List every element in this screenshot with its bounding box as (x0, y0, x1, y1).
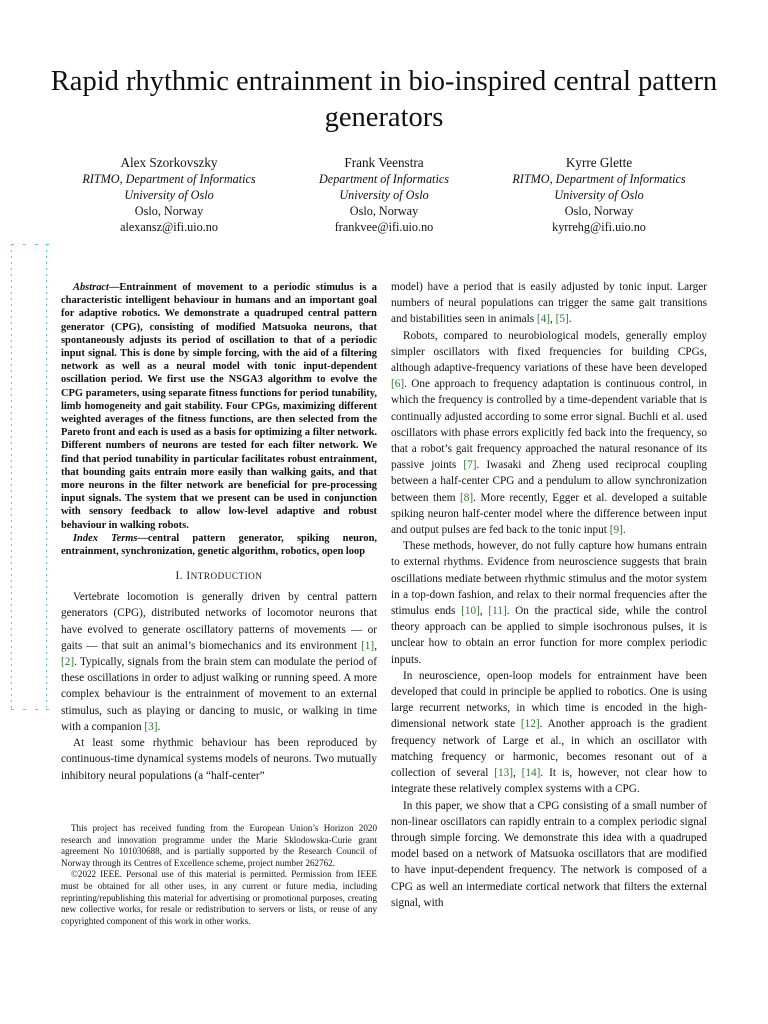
margin-mark (46, 460, 47, 462)
margin-mark (46, 262, 47, 264)
author-name: Alex Szorkovszky (120, 155, 218, 170)
margin-mark (11, 382, 12, 384)
margin-mark (11, 370, 12, 372)
section-title-rest: NTRODUCTION (190, 571, 263, 582)
margin-mark (11, 556, 12, 558)
margin-mark (11, 430, 12, 432)
paragraph-text: . Typically, signals from the brain stem can modulate the period of these oscillations in order to adjust walking or running speed. A more complex behaviour is the entrainment of movement to an external stimulus, such as playing or dancing to music, or walking in time with a companion (61, 656, 377, 733)
margin-mark (46, 334, 47, 336)
margin-mark (46, 454, 47, 456)
margin-mark (11, 244, 12, 246)
author-3 (494, 154, 704, 235)
margin-mark (11, 316, 12, 318)
margin-mark (11, 454, 12, 456)
abstract: Abstract—Entrainment of movement to a periodic stimulus is a characteristic intelligent behaviour in humans and an important goal for adaptive robotics. We demonstrate a quadruped central pattern generator (CPG), consisting of modified Matsuoka neurons, that spontaneously adjusts its period of oscillation to that of a periodic input signal. This is done by simple forcing, with the aid of a filtering network as well as a neural model with tonic input-dependent oscillation period. We first use the NSGA3 algorithm to evolve the CPG parameters, using separate fitness functions for period tunability, limb homogeneity and gait stability. Four CPGs, maximizing different weighted averages of the fitness functions, are then selected from the Pareto front and each is used as a basis for optimizing a filter network. Different numbers of neurons are tested for each filter network. We find that period tunability in particular facilitates robust entrainment, that bounding gaits entrain more easily than walking gaits, and that more neurons in the filter network are beneficial for pre-processing input signals. The system that we present can be used in conjunction with sensory feedback to allow low-level adaptive and robust behaviour in walking robots. (61, 282, 377, 531)
section-number: I. (175, 570, 184, 583)
margin-mark (11, 388, 12, 390)
margin-mark (46, 550, 47, 552)
margin-mark (11, 676, 12, 678)
author-1 (64, 154, 274, 235)
margin-mark (11, 304, 12, 306)
margin-mark (11, 586, 12, 588)
margin-mark (11, 472, 12, 474)
margin-mark (46, 292, 47, 294)
margin-mark (11, 709, 14, 710)
margin-mark (11, 628, 12, 630)
margin-mark (46, 652, 47, 654)
author-affiliation: RITMO, Department of Informatics (82, 172, 256, 186)
section-title-initial: I (186, 570, 191, 583)
paragraph (391, 668, 707, 798)
margin-mark (11, 706, 12, 708)
margin-mark (11, 376, 12, 378)
author-name: Frank Veenstra (344, 155, 424, 170)
margin-mark (23, 709, 26, 710)
margin-mark (11, 580, 12, 582)
margin-mark (11, 592, 12, 594)
footnote (61, 823, 377, 927)
author-location: Oslo, Norway (134, 204, 204, 218)
margin-mark (46, 514, 47, 516)
margin-mark (46, 520, 47, 522)
margin-mark (46, 340, 47, 342)
margin-mark (46, 310, 47, 312)
abstract-text: Entrainment of movement to a periodic stimulus is a characteristic intelligent behaviour in humans and an important goal for adaptive robotics. We demonstrate a quadruped central pattern generator (CPG), consisting of modified Matsuoka neurons, that spontaneously adjusts its period of oscillation to that of a periodic input signal. This is done by simple forcing, with the aid of a filtering network as well as a neural model with tonic input-dependent oscillation period. We first use the NSGA3 algorithm to evolve the CPG parameters, using separate fitness functions for period tunability, limb homogeneity and gait stability. Four CPGs, maximizing different weighted averages of the fitness functions, are then selected from the Pareto front and each is used as a basis for optimizing a filter network. Different numbers of neurons are tested for each filter network. We find that period tunability in particular facilitates robust entrainment, that bounding gaits entrain more easily than walking gaits, and that more neurons in the filter network are beneficial for pre-processing input signals. The system that we present can be used in conjunction with sensory feedback to allow low-level adaptive and robust behaviour in walking robots. (61, 282, 377, 531)
right-column (391, 279, 707, 911)
margin-mark (46, 634, 47, 636)
margin-mark (46, 304, 47, 306)
margin-mark (46, 484, 47, 486)
citation-link[interactable]: [11] (488, 605, 507, 618)
author-university: University of Oslo (554, 188, 644, 202)
margin-mark (11, 406, 12, 408)
margin-mark (46, 370, 47, 372)
margin-mark (11, 514, 12, 516)
margin-mark (46, 358, 47, 360)
margin-mark (11, 436, 12, 438)
citation-link[interactable]: [7] (463, 459, 477, 472)
margin-mark (46, 352, 47, 354)
footnote-copyright: ©2022 IEEE. Personal use of this material is permitted. Permission from IEEE must be obtained for all other uses, in any current or future media, including reprinting/republishing this material for advertising or promotional purposes, creating new collective works, for resale or redistribution to servers or lists, or reuse of any copyrighted component of this work in other works. (61, 869, 377, 926)
paragraph-text: model) have a period that is easily adjusted by tonic input. Larger numbers of neural populations can trigger the same gait transitions and bistabilities seen in animals (391, 281, 707, 326)
margin-mark (11, 418, 12, 420)
margin-mark (11, 322, 12, 324)
margin-mark (11, 688, 12, 690)
author-block (64, 154, 704, 235)
margin-mark (11, 274, 12, 276)
margin-mark (11, 682, 12, 684)
margin-mark (11, 544, 12, 546)
margin-mark (11, 622, 12, 624)
left-column (61, 281, 377, 784)
margin-mark (11, 250, 12, 252)
paragraph-text: . (568, 313, 572, 326)
author-email: kyrrehg@ifi.uio.no (552, 220, 646, 234)
margin-mark (11, 658, 12, 660)
margin-mark (46, 538, 47, 540)
margin-mark (11, 646, 12, 648)
margin-mark (11, 394, 12, 396)
paragraph-text: . One approach to frequency adaptation is continuous control, in which the frequency is controlled by a time-dependent variable that is continually adjusted according to some error signal. Buchli et al. used oscillators with phase errors explicitly fed back into the frequency, so that a robot’s gait frequency approached the natural resonance of its passive joints (391, 378, 707, 472)
margin-mark (11, 700, 12, 702)
margin-mark (23, 244, 26, 245)
margin-mark (46, 574, 47, 576)
author-location: Oslo, Norway (564, 204, 634, 218)
paragraph (61, 735, 377, 784)
paragraph-text: At least some rhythmic behaviour has been reproduced by continuous-time dynamical systems models of neurons. Two mutually inhibitory neural populations (a “half-center” (61, 737, 377, 782)
margin-mark (11, 328, 12, 330)
margin-mark (46, 592, 47, 594)
author-university: University of Oslo (339, 188, 429, 202)
margin-mark (46, 400, 47, 402)
margin-mark (46, 322, 47, 324)
margin-mark (11, 244, 14, 245)
margin-mark (11, 574, 12, 576)
citation-link[interactable]: [10] (461, 605, 480, 618)
paragraph (61, 589, 377, 735)
margin-mark (46, 490, 47, 492)
margin-mark (11, 256, 12, 258)
margin-mark (11, 634, 12, 636)
author-affiliation: RITMO, Department of Informatics (512, 172, 686, 186)
margin-mark (46, 682, 47, 684)
margin-mark (46, 268, 47, 270)
margin-mark (46, 478, 47, 480)
paragraph-text: These methods, however, do not fully capture how humans entrain to external rhythms. Evidence from neuroscience suggests that brain oscillations mediate between rhythmic stimulus and the motor system in a top-down fashion, and relax to their normal frequencies after the stimulus ends (391, 540, 707, 618)
author-location: Oslo, Norway (349, 204, 419, 218)
margin-mark (46, 346, 47, 348)
margin-mark (11, 604, 12, 606)
index-terms: Index Terms—central pattern generator, spiking neuron, entrainment, synchronization, genetic algorithm, robotics, open loop (61, 532, 378, 558)
margin-mark (46, 316, 47, 318)
margin-mark (46, 568, 47, 570)
margin-mark (11, 532, 12, 534)
margin-mark (11, 508, 12, 510)
margin-mark (46, 526, 47, 528)
margin-mark (46, 298, 47, 300)
margin-mark (46, 610, 47, 612)
margin-mark (11, 550, 12, 552)
margin-mark (11, 448, 12, 450)
margin-mark (11, 424, 12, 426)
paragraph-text: , (512, 767, 522, 780)
author-email: alexansz@ifi.uio.no (120, 220, 218, 234)
paragraph-text: . (157, 720, 161, 733)
margin-mark (46, 640, 47, 642)
paragraph (391, 279, 707, 328)
margin-mark (11, 340, 12, 342)
margin-mark (46, 604, 47, 606)
margin-mark (46, 442, 47, 444)
margin-mark (46, 694, 47, 696)
paragraph-text: In this paper, we show that a CPG consisting of a small number of non-linear oscillators can rapidly entrain to a complex periodic signal through simple forcing. We demonstrate this idea with a quadruped model based on a network of Matsuoka oscillators that are modified to have input-dependent frequency. The network is composed of a CPG as well an intermediate cortical network that filters the external signal, with (391, 799, 707, 909)
margin-mark (11, 466, 12, 468)
citation-link[interactable]: [8] (460, 491, 474, 504)
margin-mark (11, 520, 12, 522)
margin-mark (46, 388, 47, 390)
margin-mark (35, 709, 38, 710)
margin-mark (46, 622, 47, 624)
margin-mark (11, 412, 12, 414)
margin-mark (46, 406, 47, 408)
citation-link[interactable]: [12] (520, 718, 540, 731)
paragraph-text: . It is, however, not clear how to integrate these relatively complex systems with a CPG. (391, 767, 708, 796)
margin-mark (11, 610, 12, 612)
paragraph-text: . (622, 524, 626, 537)
margin-mark (46, 364, 47, 366)
section-heading (61, 569, 377, 583)
footnote-funding: This project has received funding from the European Union’s Horizon 2020 research and innovation programme under the Marie Sklodowska-Curie grant agreement No 101030688, and is partially supported by the Research Council of Norway through its Centres of Excellence scheme, project number 262762. (61, 823, 377, 868)
margin-mark (46, 286, 47, 288)
citation-link[interactable]: [4] (536, 313, 551, 326)
margin-mark (46, 466, 47, 468)
margin-mark (11, 400, 12, 402)
citation-link[interactable]: [3] (144, 720, 158, 733)
margin-mark (46, 562, 47, 564)
margin-mark (46, 664, 47, 666)
paragraph-text: Vertebrate locomotion is generally driven by central pattern generators (CPG), distributed networks of locomotor neurons that have evolved to generate oscillatory patterns of movements — or gaits — that suit an animal’s biomechanics and its environment (61, 591, 377, 652)
margin-mark (35, 244, 38, 245)
margin-mark (46, 670, 47, 672)
margin-mark (11, 298, 12, 300)
paper-title: Rapid rhythmic entrainment in bio-inspired central pattern generators (50, 66, 718, 133)
margin-mark (46, 376, 47, 378)
margin-mark (11, 310, 12, 312)
paragraph (391, 538, 707, 668)
margin-mark (11, 496, 12, 498)
margin-mark (11, 562, 12, 564)
margin-mark (11, 460, 12, 462)
citation-link[interactable]: [5] (555, 313, 569, 326)
margin-mark (46, 598, 47, 600)
paragraph-text: . On the practical side, while the control theory approach can be applied to simple isochronous pulses, it is unclear how to obtain an error function for more complex periodic inputs. (391, 605, 707, 666)
margin-mark (11, 652, 12, 654)
margin-mark (11, 598, 12, 600)
paragraph-text: . Another approach is the gradient frequency network of Large et al., in which an oscillator with matching frequency or harmonic, becomes resonant out of a collection of several (391, 718, 707, 780)
paragraph-text: , (479, 605, 489, 618)
margin-mark (46, 532, 47, 534)
margin-mark (11, 664, 12, 666)
paragraph-text: , (374, 639, 377, 652)
margin-mark (46, 616, 47, 618)
margin-mark (46, 628, 47, 630)
margin-mark (46, 382, 47, 384)
index-terms-label: Index Terms (73, 532, 138, 544)
citation-link[interactable]: [2] (61, 656, 75, 669)
margin-mark (11, 346, 12, 348)
margin-marks (11, 244, 47, 710)
margin-mark (46, 688, 47, 690)
author-university: University of Oslo (124, 188, 214, 202)
margin-mark (11, 442, 12, 444)
margin-mark (46, 508, 47, 510)
margin-mark (46, 706, 47, 708)
margin-mark (11, 568, 12, 570)
margin-mark (11, 364, 12, 366)
paragraph-text: . More recently, Egger et al. developed a suitable spiking neuron half-center model where the difference between input and output pulses are fed back to the tonic input (391, 491, 707, 537)
margin-mark (46, 424, 47, 426)
margin-mark (46, 418, 47, 420)
margin-mark (11, 538, 12, 540)
citation-link[interactable]: [13] (494, 767, 513, 780)
margin-mark (11, 670, 12, 672)
citation-link[interactable]: [14] (521, 767, 541, 780)
margin-mark (11, 292, 12, 294)
margin-mark (46, 244, 47, 246)
margin-mark (46, 586, 47, 588)
margin-mark (11, 262, 12, 264)
margin-mark (46, 394, 47, 396)
margin-mark (46, 412, 47, 414)
margin-mark (46, 250, 47, 252)
paragraph-text: Robots, compared to neurobiological models, generally employ simpler oscillators with fixed frequencies for building CPGs, although adaptive-frequency variations of these have been developed (391, 329, 707, 375)
margin-mark (46, 502, 47, 504)
margin-mark (46, 646, 47, 648)
margin-mark (11, 694, 12, 696)
margin-mark (46, 244, 49, 245)
paragraph (391, 328, 707, 539)
margin-mark (46, 709, 49, 710)
margin-mark (11, 526, 12, 528)
margin-mark (46, 580, 47, 582)
margin-mark (11, 280, 12, 282)
index-terms-text: central pattern generator, spiking neuron, entrainment, synchronization, genetic algorithm, robotics, open loop (61, 532, 378, 558)
paragraph (391, 798, 707, 911)
paragraph-text: . Iwasaki and Zheng used reciprocal coupling between a half-center CPG and a pendulum to allow synchronization between them (391, 459, 707, 504)
margin-mark (11, 358, 12, 360)
author-affiliation: Department of Informatics (319, 172, 449, 186)
margin-mark (46, 700, 47, 702)
margin-mark (46, 328, 47, 330)
margin-mark (46, 472, 47, 474)
margin-mark (11, 616, 12, 618)
margin-mark (46, 496, 47, 498)
margin-mark (11, 268, 12, 270)
margin-mark (46, 430, 47, 432)
paragraph-text: , (550, 313, 556, 326)
citation-link[interactable]: [1] (361, 639, 375, 652)
margin-mark (46, 544, 47, 546)
margin-mark (11, 640, 12, 642)
margin-mark (46, 256, 47, 258)
abstract-label: Abstract (73, 282, 109, 293)
margin-mark (11, 484, 12, 486)
author-2 (279, 154, 489, 235)
margin-mark (46, 448, 47, 450)
margin-mark (46, 436, 47, 438)
margin-mark (11, 286, 12, 288)
margin-mark (11, 502, 12, 504)
margin-mark (11, 334, 12, 336)
margin-mark (46, 676, 47, 678)
margin-mark (46, 280, 47, 282)
margin-mark (46, 658, 47, 660)
margin-mark (11, 490, 12, 492)
margin-mark (11, 352, 12, 354)
margin-mark (11, 478, 12, 480)
margin-mark (46, 274, 47, 276)
margin-mark (46, 556, 47, 558)
author-name: Kyrre Glette (565, 155, 633, 170)
citation-link[interactable]: [6] (391, 378, 405, 391)
author-email: frankvee@ifi.uio.no (334, 220, 434, 234)
paragraph-text: In neuroscience, open-loop models for entrainment have been developed that could in principle be applied to robotics. One is using large recurrent networks, in which time is encoded in the high-dimensional network state (391, 669, 707, 731)
citation-link[interactable]: [9] (609, 524, 623, 537)
